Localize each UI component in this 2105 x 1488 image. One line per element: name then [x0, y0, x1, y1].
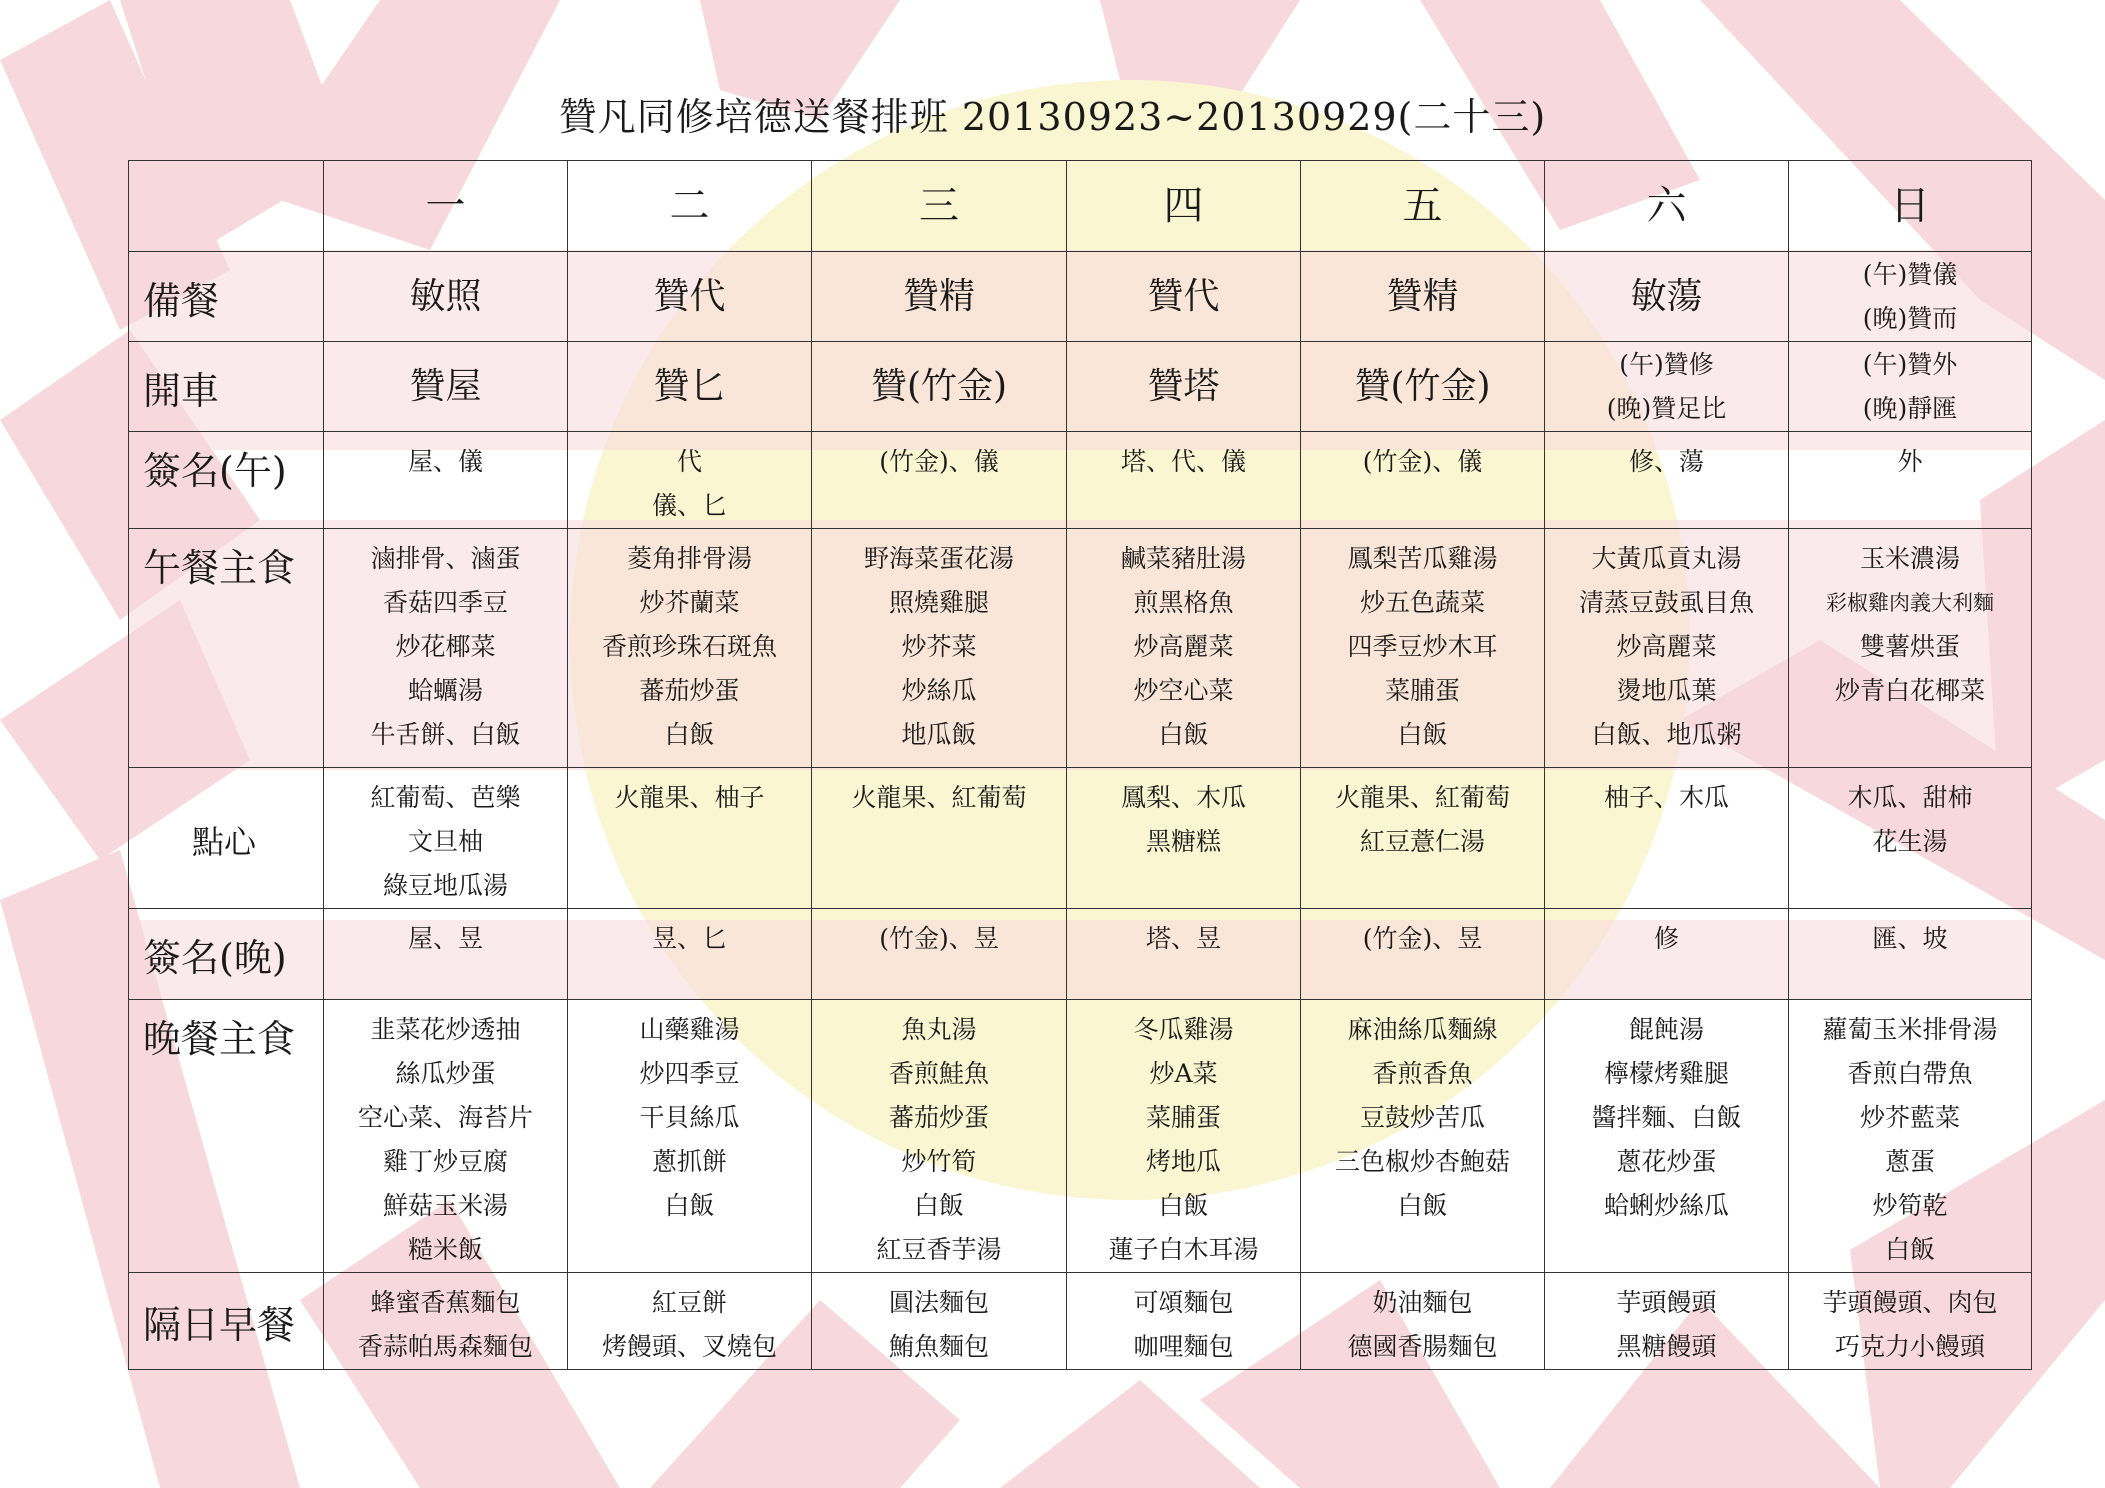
row-label: 點心: [129, 768, 324, 909]
cell-line: 炒高麗菜: [1133, 632, 1234, 661]
cell-line: 白飯: [1158, 720, 1209, 749]
cell-line: 屋、昱: [407, 924, 483, 953]
cell-line: 贊屋: [409, 365, 482, 407]
cell-line: 冬瓜雞湯: [1133, 1015, 1234, 1044]
schedule-cell: [324, 768, 568, 909]
cell-line: 麻油絲瓜麵線: [1347, 1015, 1498, 1044]
cell-line: 花生湯: [1872, 827, 1948, 856]
cell-line: 芋頭饅頭、肉包: [1822, 1288, 1998, 1317]
cell-line: 牛舌餅、白飯: [370, 720, 521, 749]
cell-line: 修、蕩: [1628, 447, 1704, 476]
schedule-row: [129, 768, 2032, 909]
cell-line: (晚)靜匯: [1862, 393, 1958, 423]
schedule-cell: [1301, 1000, 1545, 1273]
cell-line: 贊塔: [1147, 365, 1220, 407]
cell-line: 滷排骨、滷蛋: [370, 544, 521, 573]
page-title: 贊凡同修培德送餐排班 20130923~20130929(二十三): [558, 95, 1547, 139]
row-label: 簽名(午): [129, 432, 324, 529]
cell-line: 外: [1897, 447, 1923, 476]
cell-line: 白飯: [913, 1191, 964, 1220]
schedule-cell: [324, 1273, 568, 1370]
schedule-cell: [1545, 432, 1789, 529]
cell-line: 蔥蛋: [1884, 1147, 1935, 1176]
cell-line: 芋頭饅頭: [1616, 1288, 1717, 1317]
schedule-cell: [1067, 252, 1301, 342]
cell-line: 贊代: [1147, 275, 1220, 317]
schedule-cell: [1545, 1000, 1789, 1273]
cell-line: 火龍果、柚子: [614, 783, 765, 812]
schedule-row: [129, 252, 2032, 342]
cell-line: 贊代: [653, 275, 726, 317]
cell-line: 香煎香魚: [1372, 1059, 1473, 1088]
schedule-cell: [568, 1273, 812, 1370]
schedule-cell: [1301, 529, 1545, 768]
cell-line: 蛤蠣湯: [407, 676, 483, 705]
cell-line: 綠豆地瓜湯: [382, 871, 508, 900]
cell-line: 彩椒雞肉義大利麵: [1826, 591, 1994, 615]
cell-line: 火龍果、紅葡萄: [1334, 783, 1510, 812]
cell-line: 烤饅頭、叉燒包: [601, 1332, 777, 1361]
cell-line: (竹金)、昱: [879, 924, 999, 953]
schedule-cell: [1545, 909, 1789, 1000]
schedule-cell: [1789, 1273, 2032, 1370]
schedule-cell: [1067, 909, 1301, 1000]
cell-line: 香蒜帕馬森麵包: [357, 1332, 533, 1361]
cell-line: 空心菜、海苔片: [357, 1103, 533, 1132]
cell-line: 四季豆炒木耳: [1347, 632, 1498, 661]
schedule-cell: [1301, 252, 1545, 342]
cell-line: 烤地瓜: [1145, 1147, 1221, 1176]
cell-line: 蔥抓餅: [651, 1147, 727, 1176]
cell-line: 紅豆香芋湯: [876, 1235, 1002, 1264]
schedule-row: [129, 342, 2032, 432]
schedule-cell: [568, 529, 812, 768]
cell-line: 菱角排骨湯: [626, 544, 752, 573]
schedule-cell: [1067, 342, 1301, 432]
weekday-header: 四: [1067, 161, 1301, 252]
cell-line: 餛飩湯: [1628, 1015, 1704, 1044]
cell-line: (晚)贊足比: [1606, 393, 1727, 423]
schedule-cell: [812, 252, 1067, 342]
cell-line: 韭菜花炒透抽: [370, 1015, 521, 1044]
schedule-cell: [1545, 1273, 1789, 1370]
cell-line: 鳳梨、木瓜: [1120, 783, 1246, 812]
schedule-cell: [1545, 342, 1789, 432]
cell-line: 巧克力小饅頭: [1834, 1332, 1985, 1361]
schedule-cell: [812, 768, 1067, 909]
cell-line: 蓮子白木耳湯: [1108, 1235, 1259, 1264]
meal-schedule-table: [128, 160, 2032, 1370]
schedule-row: [129, 1273, 2032, 1370]
cell-line: (午)贊外: [1862, 349, 1958, 379]
cell-line: 炒A菜: [1149, 1059, 1218, 1088]
cell-line: 香煎鮭魚: [888, 1059, 989, 1088]
cell-line: 屋、儀: [407, 447, 483, 476]
cell-line: 文旦柚: [407, 827, 483, 856]
cell-line: 香菇四季豆: [382, 588, 508, 617]
cell-line: 山藥雞湯: [639, 1015, 740, 1044]
cell-line: 鮪魚麵包: [888, 1332, 989, 1361]
schedule-cell: [568, 909, 812, 1000]
cell-line: 贊匕: [653, 365, 726, 407]
cell-line: 贊(竹金): [1354, 365, 1491, 407]
cell-line: 匯、坡: [1872, 924, 1948, 953]
cell-line: 炒芥藍菜: [1859, 1103, 1960, 1132]
schedule-cell: [568, 342, 812, 432]
schedule-cell: [1789, 529, 2032, 768]
cell-line: 白飯: [1884, 1235, 1935, 1264]
schedule-cell: [812, 342, 1067, 432]
cell-line: 奶油麵包: [1372, 1288, 1473, 1317]
weekday-header: 一: [324, 161, 568, 252]
schedule-row: [129, 432, 2032, 529]
schedule-cell: [324, 529, 568, 768]
schedule-cell: [324, 432, 568, 529]
schedule-cell: [1789, 342, 2032, 432]
cell-line: 蜂蜜香蕉麵包: [370, 1288, 521, 1317]
cell-line: 贊精: [902, 275, 975, 317]
schedule-cell: [1789, 252, 2032, 342]
cell-line: 鮮菇玉米湯: [382, 1191, 508, 1220]
cell-line: 玉米濃湯: [1859, 544, 1960, 573]
cell-line: 雙薯烘蛋: [1859, 632, 1960, 661]
schedule-cell: [1545, 529, 1789, 768]
cell-line: 大黃瓜貢丸湯: [1591, 544, 1742, 573]
weekday-header: 三: [812, 161, 1067, 252]
schedule-cell: [1067, 529, 1301, 768]
cell-line: (午)贊儀: [1862, 259, 1958, 289]
schedule-row: [129, 909, 2032, 1000]
schedule-row: [129, 1000, 2032, 1273]
cell-line: 咖哩麵包: [1133, 1332, 1234, 1361]
schedule-cell: [568, 768, 812, 909]
cell-line: 燙地瓜葉: [1616, 676, 1717, 705]
cell-line: 蔥花炒蛋: [1616, 1147, 1717, 1176]
cell-line: 儀、匕: [651, 491, 727, 520]
cell-line: 炒絲瓜: [901, 676, 977, 705]
schedule-cell: [568, 432, 812, 529]
cell-line: (竹金)、儀: [879, 447, 999, 476]
schedule-cell: [1789, 909, 2032, 1000]
row-label: 備餐: [129, 252, 324, 342]
cell-line: 清蒸豆鼓虱目魚: [1578, 588, 1754, 617]
cell-line: 炒五色蔬菜: [1359, 588, 1485, 617]
row-label: 隔日早餐: [129, 1273, 324, 1370]
cell-line: 炒竹筍: [901, 1147, 977, 1176]
schedule-cell: [1301, 909, 1545, 1000]
cell-line: 蕃茄炒蛋: [888, 1103, 989, 1132]
cell-line: 柚子、木瓜: [1603, 783, 1729, 812]
schedule-cell: [812, 432, 1067, 529]
cell-line: 代: [676, 447, 702, 476]
cell-line: 炒青白花椰菜: [1834, 676, 1985, 705]
weekday-header: 六: [1545, 161, 1789, 252]
cell-line: 煎黑格魚: [1133, 588, 1234, 617]
cell-line: 白飯、地瓜粥: [1591, 720, 1742, 749]
cell-line: 塔、昱: [1145, 924, 1221, 953]
cell-line: (竹金)、昱: [1362, 924, 1483, 953]
cell-line: 黑糖糕: [1145, 827, 1221, 856]
schedule-cell: [324, 1000, 568, 1273]
cell-line: 炒筍乾: [1872, 1191, 1948, 1220]
schedule-cell: [812, 909, 1067, 1000]
cell-line: 火龍果、紅葡萄: [851, 783, 1027, 812]
weekday-header: 五: [1301, 161, 1545, 252]
weekday-header-row: [129, 161, 2032, 252]
cell-line: 白飯: [1158, 1191, 1209, 1220]
schedule-cell: [324, 342, 568, 432]
cell-line: 地瓜飯: [901, 720, 977, 749]
schedule-cell: [812, 1000, 1067, 1273]
cell-line: 德國香腸麵包: [1347, 1332, 1498, 1361]
cell-line: 炒空心菜: [1133, 676, 1234, 705]
cell-line: 魚丸湯: [901, 1015, 977, 1044]
cell-line: 炒芥菜: [901, 632, 977, 661]
cell-line: 菜脯蛋: [1145, 1103, 1221, 1132]
cell-line: 昱、匕: [651, 924, 727, 953]
corner-cell: [129, 161, 324, 252]
cell-line: 絲瓜炒蛋: [395, 1059, 496, 1088]
row-label: 晚餐主食: [129, 1000, 324, 1273]
schedule-cell: [1067, 1273, 1301, 1370]
schedule-cell: [812, 529, 1067, 768]
cell-line: 塔、代、儀: [1120, 447, 1246, 476]
schedule-cell: [1301, 342, 1545, 432]
schedule-cell: [1301, 432, 1545, 529]
cell-line: 野海菜蛋花湯: [863, 544, 1014, 573]
cell-line: 菜脯蛋: [1384, 676, 1460, 705]
schedule-cell: [1545, 252, 1789, 342]
schedule-cell: [1067, 432, 1301, 529]
cell-line: 醬拌麵、白飯: [1591, 1103, 1742, 1132]
row-label: 午餐主食: [129, 529, 324, 768]
cell-line: 木瓜、甜柿: [1847, 783, 1973, 812]
cell-line: 敏蕩: [1630, 275, 1703, 317]
cell-line: (晚)贊而: [1862, 303, 1958, 333]
cell-line: 炒芥蘭菜: [639, 588, 740, 617]
schedule-cell: [568, 252, 812, 342]
cell-line: 敏照: [409, 275, 482, 317]
cell-line: 豆鼓炒苦瓜: [1359, 1103, 1485, 1132]
cell-line: (午)贊修: [1619, 349, 1714, 379]
schedule-cell: [1789, 768, 2032, 909]
schedule-cell: [1301, 1273, 1545, 1370]
cell-line: 干貝絲瓜: [639, 1103, 740, 1132]
schedule-cell: [1301, 768, 1545, 909]
cell-line: 黑糖饅頭: [1616, 1332, 1717, 1361]
cell-line: 香煎白帶魚: [1847, 1059, 1973, 1088]
row-label: 簽名(晚): [129, 909, 324, 1000]
weekday-header: 二: [568, 161, 812, 252]
cell-line: 蕃茄炒蛋: [639, 676, 740, 705]
row-label: 開車: [129, 342, 324, 432]
schedule-cell: [1067, 768, 1301, 909]
cell-line: 雞丁炒豆腐: [382, 1147, 508, 1176]
cell-line: (竹金)、儀: [1362, 447, 1483, 476]
cell-line: 贊精: [1386, 275, 1459, 317]
cell-line: 炒高麗菜: [1616, 632, 1717, 661]
cell-line: 香煎珍珠石斑魚: [601, 632, 777, 661]
cell-line: 蛤蜊炒絲瓜: [1603, 1191, 1729, 1220]
cell-line: 三色椒炒杏鮑菇: [1334, 1147, 1510, 1176]
cell-line: 白飯: [1397, 720, 1448, 749]
cell-line: 鹹菜豬肚湯: [1120, 544, 1246, 573]
schedule-cell: [812, 1273, 1067, 1370]
cell-line: 白飯: [664, 1191, 715, 1220]
cell-line: 圓法麵包: [888, 1288, 989, 1317]
cell-line: 鳳梨苦瓜雞湯: [1347, 544, 1498, 573]
schedule-cell: [568, 1000, 812, 1273]
cell-line: 紅葡萄、芭樂: [370, 783, 521, 812]
cell-line: 炒花椰菜: [395, 632, 496, 661]
schedule-row: [129, 529, 2032, 768]
weekday-header: 日: [1789, 161, 2032, 252]
cell-line: 蘿蔔玉米排骨湯: [1822, 1015, 1998, 1044]
cell-line: 修: [1653, 924, 1679, 953]
schedule-cell: [1789, 1000, 2032, 1273]
cell-line: 糙米飯: [407, 1235, 483, 1264]
cell-line: 紅豆餅: [651, 1288, 727, 1317]
cell-line: 白飯: [1397, 1191, 1448, 1220]
cell-line: 贊(竹金): [870, 365, 1008, 407]
cell-line: 白飯: [664, 720, 715, 749]
cell-line: 紅豆薏仁湯: [1359, 827, 1485, 856]
schedule-cell: [1545, 768, 1789, 909]
schedule-cell: [1067, 1000, 1301, 1273]
cell-line: 照燒雞腿: [888, 588, 989, 617]
schedule-cell: [1789, 432, 2032, 529]
schedule-cell: [324, 252, 568, 342]
cell-line: 可頌麵包: [1133, 1288, 1234, 1317]
cell-line: 炒四季豆: [639, 1059, 740, 1088]
cell-line: 檸檬烤雞腿: [1603, 1059, 1729, 1088]
schedule-cell: [324, 909, 568, 1000]
